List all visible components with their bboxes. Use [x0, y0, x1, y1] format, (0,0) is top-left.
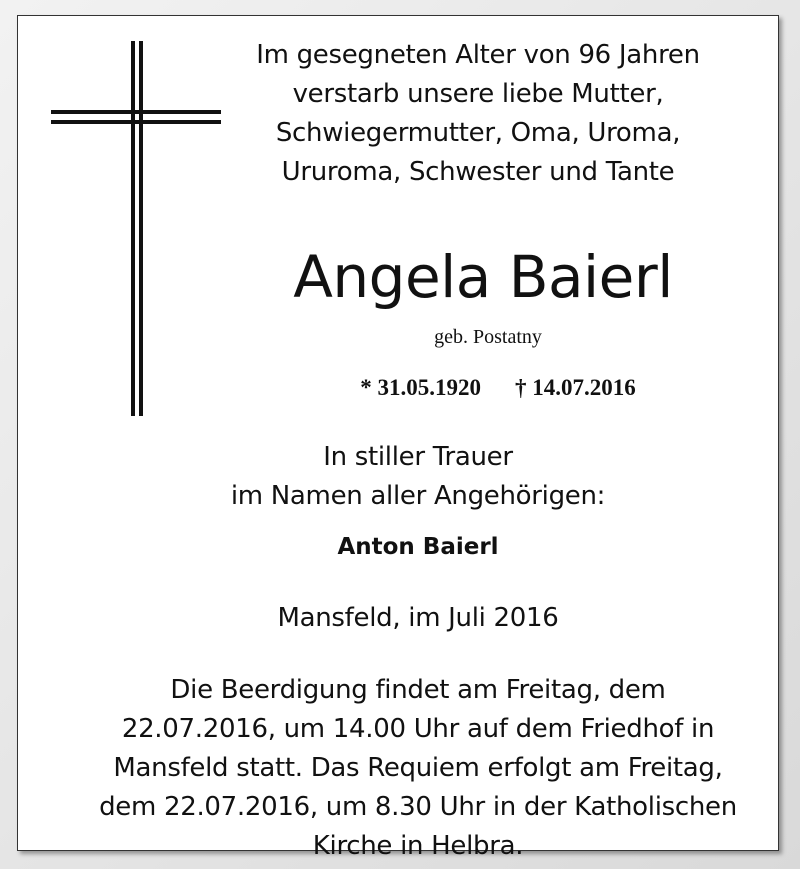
intro-line: Schwiegermutter, Oma, Uroma,: [275, 118, 681, 148]
deceased-name: Angela Baierl: [293, 243, 673, 311]
funeral-info: [48, 671, 788, 866]
funeral-line: 22.07.2016, um 14.00 Uhr auf dem Friedhof in: [121, 714, 715, 744]
maiden-name: geb. Postatny: [434, 326, 542, 348]
intro-line: Im gesegneten Alter von 96 Jahren: [256, 40, 700, 70]
funeral-line: Die Beerdigung findet am Freitag, dem: [170, 675, 666, 705]
mourner-name: Anton Baierl: [337, 534, 499, 560]
cross-horizontal-bar: [51, 110, 221, 114]
mourning-line: In stiller Trauer: [323, 442, 513, 472]
intro-text: [228, 36, 728, 192]
place-date: Mansfeld, im Juli 2016: [277, 603, 559, 633]
birth-date: * 31.05.1920: [360, 375, 481, 400]
funeral-line: dem 22.07.2016, um 8.30 Uhr in der Katholischen: [99, 792, 737, 822]
cross-vertical-bar: [139, 41, 143, 416]
cross-icon: [51, 41, 221, 416]
mourning-line: im Namen aller Angehörigen:: [230, 481, 606, 511]
mourning-text: [118, 438, 718, 516]
intro-line: verstarb unsere liebe Mutter,: [292, 79, 664, 109]
funeral-line: Mansfeld statt. Das Requiem erfolgt am Freitag,: [113, 753, 723, 783]
cross-vertical-bar: [131, 41, 135, 416]
death-date: † 14.07.2016: [515, 375, 636, 400]
intro-line: Ururoma, Schwester und Tante: [281, 157, 675, 187]
funeral-line: Kirche in Helbra.: [312, 831, 524, 861]
cross-horizontal-bar: [51, 120, 221, 124]
obituary-notice: [17, 15, 779, 861]
life-dates: [298, 371, 698, 405]
